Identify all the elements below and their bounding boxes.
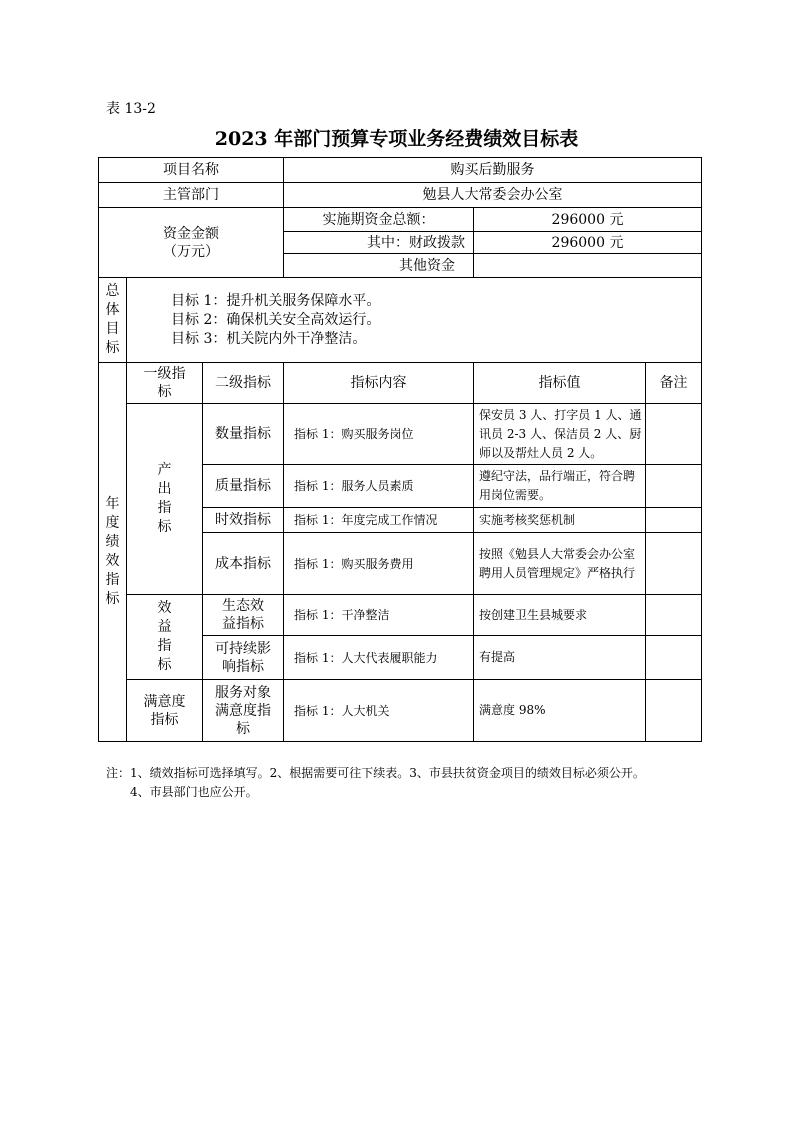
table-row-content: 指标 1：年度完成工作情况 [284,508,474,533]
header-remark: 备注 [646,363,702,404]
table-row-content: 指标 1：服务人员素质 [284,465,474,508]
table-row-remark [646,465,702,508]
table-row-level2: 质量指标 [203,465,284,508]
footnote-line: 4、市县部门也应公开。 [130,785,258,799]
benefit-indicators-label: 效 益 指 标 [127,595,203,680]
satisfaction-indicators-label: 满意度指标 [127,680,203,742]
footnote [106,764,746,802]
table-row-value: 按照《勉县人大常委会办公室聘用人员管理规定》严格执行 [474,533,646,595]
table-row-level2: 时效指标 [203,508,284,533]
table-row-level2: 可持续影响指标 [203,636,284,680]
goal-list [127,278,702,363]
header-level1: 一级指标 [127,363,203,404]
project-name-label: 项目名称 [99,158,284,183]
funds-other-label: 其他资金 [284,254,474,278]
table-row-remark [646,595,702,636]
table-row-remark [646,680,702,742]
performance-target-table [98,157,702,742]
funds-label: 资金金额 （万元） [99,208,284,278]
funds-fiscal-label: 其中：财政拨款 [284,232,474,254]
table-row-level2: 数量指标 [203,404,284,465]
table-row-remark [646,404,702,465]
funds-total-value: 296000 元 [474,208,702,232]
table-row-remark [646,508,702,533]
dept-label: 主管部门 [99,183,284,208]
project-name-value: 购买后勤服务 [284,158,702,183]
goal-label: 总 体 目 标 [99,278,127,363]
table-row-content: 指标 1：购买服务费用 [284,533,474,595]
table-row-value: 有提高 [474,636,646,680]
table-row-value: 按创建卫生县城要求 [474,595,646,636]
goal-item: 目标 1：提升机关服务保障水平。 [171,292,381,309]
table-row-level2: 服务对象满意度指标 [203,680,284,742]
table-row-value: 遵纪守法，品行端正，符合聘用岗位需要。 [474,465,646,508]
header-content: 指标内容 [284,363,474,404]
header-level2: 二级指标 [203,363,284,404]
goal-item: 目标 2：确保机关安全高效运行。 [171,311,381,328]
goal-item: 目标 3：机关院内外干净整洁。 [171,330,367,347]
table-row-value: 满意度 98% [474,680,646,742]
table-row-level2: 生态效益指标 [203,595,284,636]
document-title: 2023 年部门预算专项业务经费绩效目标表 [214,128,579,150]
table-row-content: 指标 1：人大代表履职能力 [284,636,474,680]
footnote-line: 注：1、绩效指标可选择填写。2、根据需要可往下续表。3、市县扶贫资金项目的绩效目标必须公开。 [106,766,645,780]
table-row-remark [646,533,702,595]
funds-other-value [474,254,702,278]
dept-value: 勉县人大常委会办公室 [284,183,702,208]
header-value: 指标值 [474,363,646,404]
table-number: 表 13-2 [106,101,156,117]
table-row-content: 指标 1：购买服务岗位 [284,404,474,465]
funds-total-label: 实施期资金总额： [284,208,474,232]
table-row-level2: 成本指标 [203,533,284,595]
table-row-value: 实施考核奖惩机制 [474,508,646,533]
table-row-content: 指标 1：人大机关 [284,680,474,742]
output-indicators-label: 产 出 指 标 [127,404,203,595]
funds-fiscal-value: 296000 元 [474,232,702,254]
table-row-content: 指标 1：干净整洁 [284,595,474,636]
annual-indicators-label: 年 度 绩 效 指 标 [99,363,127,742]
table-row-value: 保安员 3 人、打字员 1 人、通讯员 2-3 人、保洁员 2 人、厨师以及帮灶人员 2 人。 [474,404,646,465]
table-row-remark [646,636,702,680]
